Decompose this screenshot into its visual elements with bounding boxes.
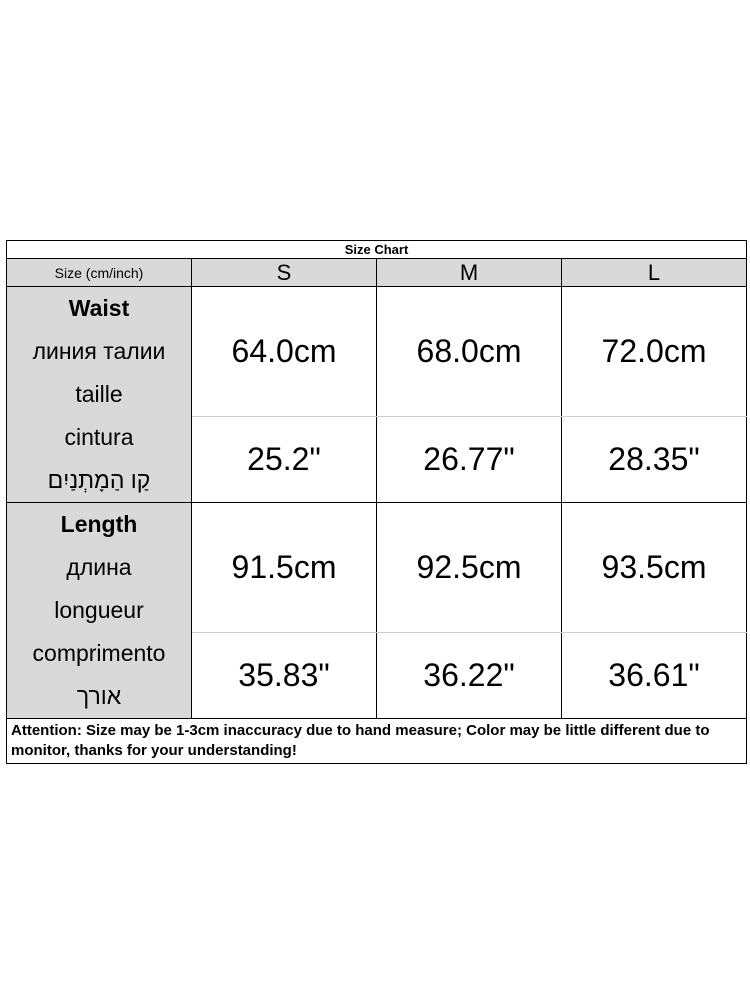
- length-inch-m: 36.22": [377, 632, 562, 718]
- waist-label-cell: [7, 287, 192, 503]
- waist-inch-s: 25.2": [192, 416, 377, 502]
- attention-note: Attention: Size may be 1-3cm inaccuracy due to hand measure; Color may be little different due to monitor, thanks for your understanding!: [7, 719, 747, 764]
- waist-cm-s: 64.0cm: [192, 287, 377, 417]
- waist-label-he: קַו הַמָתְנַיִם: [47, 467, 151, 493]
- length-cm-m: 92.5cm: [377, 503, 562, 633]
- length-label-en: Length: [60, 511, 138, 537]
- size-unit-header: Size (cm/inch): [7, 259, 192, 287]
- length-inch-s: 35.83": [192, 632, 377, 718]
- size-header-m: M: [377, 259, 562, 287]
- header-row: [7, 259, 747, 287]
- waist-cm-l: 72.0cm: [562, 287, 747, 417]
- waist-cm-m: 68.0cm: [377, 287, 562, 417]
- length-label-he: אורך: [76, 683, 122, 709]
- length-label-fr: longueur: [54, 597, 144, 623]
- length-cm-row: [7, 503, 747, 633]
- size-chart-table: [6, 240, 747, 764]
- waist-inch-m: 26.77": [377, 416, 562, 502]
- size-chart-sheet: [6, 240, 746, 764]
- length-label-pt: comprimento: [32, 640, 166, 666]
- length-label-ru: длина: [66, 554, 132, 580]
- waist-inch-l: 28.35": [562, 416, 747, 502]
- waist-label-fr: taille: [75, 381, 123, 407]
- length-inch-l: 36.61": [562, 632, 747, 718]
- size-header-s: S: [192, 259, 377, 287]
- size-header-l: L: [562, 259, 747, 287]
- chart-title: Size Chart: [7, 241, 747, 259]
- waist-label-en: Waist: [68, 295, 130, 321]
- waist-cm-row: [7, 287, 747, 417]
- waist-label-ru: линия талии: [32, 338, 166, 364]
- length-label-cell: [7, 503, 192, 719]
- length-cm-l: 93.5cm: [562, 503, 747, 633]
- waist-label-pt: cintura: [64, 424, 134, 450]
- length-cm-s: 91.5cm: [192, 503, 377, 633]
